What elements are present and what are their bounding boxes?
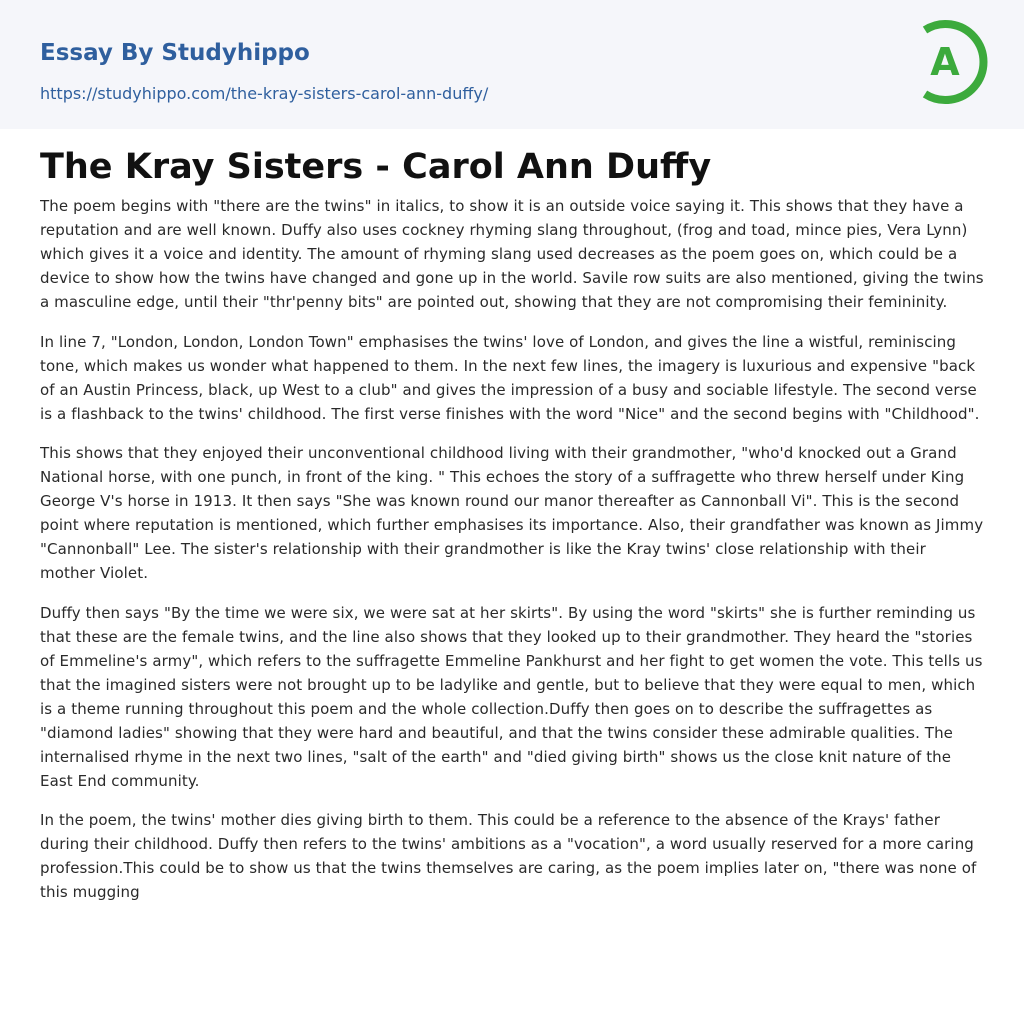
site-brand[interactable]: Essay By Studyhippo	[40, 40, 310, 66]
article-paragraph: This shows that they enjoyed their unconventional childhood living with their grandmother, "who'd knocked out a Grand National horse, with one punch, in front of the king. " This echoes the story of a suffragette who threw herself under King George V's horse in 1913. It then says "She was known round our manor thereafter as Cannonball Vi". This is the second point where reputation is mentioned, which further emphasises its importance. Also, their grandfather was known as Jimmy "Cannonball" Lee. The sister's relationship with their grandmother is like the Kray twins' close relationship with their mother Violet.	[40, 444, 984, 582]
article-body	[40, 194, 984, 994]
article-paragraph: The poem begins with "there are the twins" in italics, to show it is an outside voice saying it. This shows that they have a reputation and are well known. Duffy also uses cockney rhyming slang throughout, (frog and toad, mince pies, Vera Lynn) which gives it a voice and identity. The amount of rhyming slang used decreases as the poem goes on, which could be a device to show how the twins have changed and gone up in the world. Savile row suits are also mentioned, giving the twins a masculine edge, until their "thr'penny bits" are pointed out, showing that they are not compromising their femininity.	[40, 197, 984, 311]
article-paragraph: Duffy then says "By the time we were six, we were sat at her skirts". By using the word "skirts" she is further reminding us that these are the female twins, and the line also shows that they looked up to their grandmother. They heard the "stories of Emmeline's army", which refers to the suffragette Emmeline Pankhurst and her fight to get women the vote. This tells us that the imagined sisters were not brought up to be ladylike and gentle, but to believe that they were equal to men, which is a theme running throughout this poem and the whole collection.Duffy then goes on to describe the suffragettes as "diamond ladies" showing that they were hard and beautiful, and that the twins consider these admirable qualities. The internalised rhyme in the next two lines, "salt of the earth" and "died giving birth" shows us the close knit nature of the East End community.	[40, 603, 983, 790]
article-title: The Kray Sisters - Carol Ann Duffy	[40, 147, 712, 187]
article-paragraph: In the poem, the twins' mother dies giving birth to them. This could be a reference to the absence of the Krays' father during their childhood. Duffy then refers to the twins' ambitions as a "vocation", a word usually reserved for a more caring profession.This could be to show us that the twins themselves are caring, as the poem implies later on, "there was none of this mugging	[40, 811, 977, 901]
article-paragraph: In line 7, "London, London, London Town" emphasises the twins' love of London, and gives the line a wistful, reminiscing tone, which makes us wonder what happened to them. In the next few lines, the imagery is luxurious and expensive "back of an Austin Princess, black, up West to a club" and gives the impression of a busy and sociable lifestyle. The second verse is a flashback to the twins' childhood. The first verse finishes with the word "Nice" and the second begins with "Childhood".	[40, 332, 980, 423]
logo-letter: A	[930, 40, 960, 84]
site-header	[0, 0, 1024, 129]
logo-icon[interactable]	[908, 18, 988, 106]
source-url-link[interactable]: https://studyhippo.com/the-kray-sisters-carol-ann-duffy/	[40, 84, 489, 103]
